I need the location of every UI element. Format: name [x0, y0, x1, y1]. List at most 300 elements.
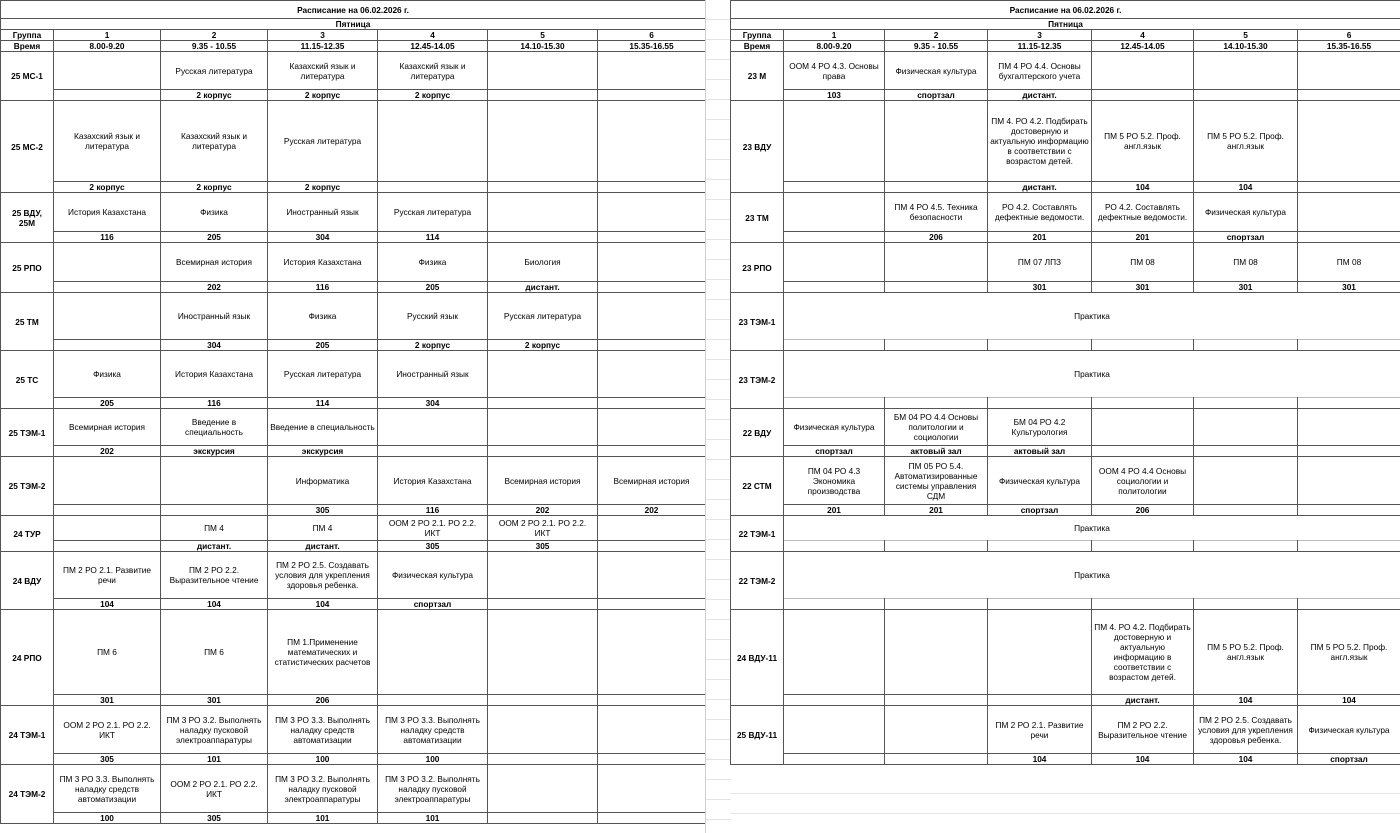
- room-cell: [378, 695, 488, 706]
- group-name: 25 МС-2: [1, 101, 54, 193]
- room-cell: [161, 505, 268, 516]
- subject-cell: ООМ 2 РО 2.1. РО 2.2. ИКТ: [161, 765, 268, 813]
- room-cell: 2 корпус: [268, 90, 378, 101]
- subject-cell: [598, 706, 706, 754]
- period-number: 3: [268, 30, 378, 41]
- group-name: 23 ВДУ: [731, 101, 784, 193]
- subject-cell: [488, 552, 598, 599]
- room-cell: 2 корпус: [378, 90, 488, 101]
- subject-cell: Русская литература: [161, 52, 268, 90]
- group-row: [1, 610, 706, 695]
- group-room-row: [731, 695, 1400, 706]
- room-cell: [885, 282, 988, 293]
- subject-cell: Всемирная история: [488, 457, 598, 505]
- room-cell: [54, 90, 161, 101]
- group-name: 24 ТУР: [1, 516, 54, 552]
- room-cell: 116: [54, 232, 161, 243]
- room-cell: [378, 182, 488, 193]
- period-time: 11.15-12.35: [988, 41, 1092, 52]
- group-name: 22 ТЭМ-1: [731, 516, 784, 552]
- practice-cell: Практика: [784, 552, 1400, 599]
- period-time: 11.15-12.35: [268, 41, 378, 52]
- group-room-row: [731, 599, 1400, 610]
- group-room-row: [731, 90, 1400, 101]
- subject-cell: ООМ 2 РО 2.1. РО 2.2. ИКТ: [378, 516, 488, 541]
- room-cell: [1194, 599, 1298, 610]
- room-cell: [598, 282, 706, 293]
- subject-cell: [488, 52, 598, 90]
- subject-cell: [598, 552, 706, 599]
- subject-cell: Всемирная история: [598, 457, 706, 505]
- room-cell: 2 корпус: [378, 340, 488, 351]
- room-cell: 201: [988, 232, 1092, 243]
- room-cell: [598, 695, 706, 706]
- group-name: 23 РПО: [731, 243, 784, 293]
- room-cell: 104: [1092, 182, 1194, 193]
- group-name: 25 ТМ: [1, 293, 54, 351]
- room-cell: 301: [161, 695, 268, 706]
- room-cell: 104: [161, 599, 268, 610]
- group-row: [731, 610, 1400, 695]
- room-cell: 301: [1092, 282, 1194, 293]
- room-cell: 206: [268, 695, 378, 706]
- room-cell: 304: [268, 232, 378, 243]
- subject-cell: ПМ 3 РО 3.3. Выполнять наладку средств автоматизации: [268, 706, 378, 754]
- room-cell: [1092, 90, 1194, 101]
- room-cell: [598, 541, 706, 552]
- room-cell: [885, 182, 988, 193]
- room-cell: актовый зал: [988, 446, 1092, 457]
- subject-cell: Всемирная история: [54, 409, 161, 446]
- group-name: 24 ТЭМ-2: [1, 765, 54, 824]
- subject-cell: Физическая культура: [784, 409, 885, 446]
- subject-cell: Физика: [268, 293, 378, 340]
- subject-cell: Физическая культура: [378, 552, 488, 599]
- room-cell: [885, 695, 988, 706]
- subject-cell: БМ 04 РО 4.4 Основы политологии и социологии: [885, 409, 988, 446]
- room-cell: дистант.: [161, 541, 268, 552]
- group-row: [731, 552, 1400, 599]
- group-name: 25 ВДУ, 25М: [1, 193, 54, 243]
- group-room-row: [1, 398, 706, 409]
- subject-cell: ПМ 4: [268, 516, 378, 541]
- sheet-gutter: [705, 0, 731, 833]
- group-name: 25 ТС: [1, 351, 54, 409]
- subject-cell: [598, 52, 706, 90]
- room-cell: [988, 398, 1092, 409]
- room-cell: 304: [378, 398, 488, 409]
- subject-cell: [1298, 457, 1400, 505]
- subject-cell: [1298, 409, 1400, 446]
- subject-cell: [598, 101, 706, 182]
- room-cell: дистант.: [988, 90, 1092, 101]
- subject-cell: ПМ 3 РО 3.3. Выполнять наладку средств автоматизации: [54, 765, 161, 813]
- subject-cell: Физика: [54, 351, 161, 398]
- group-room-row: [731, 182, 1400, 193]
- group-name: 22 СТМ: [731, 457, 784, 516]
- room-cell: [988, 340, 1092, 351]
- subject-cell: [885, 101, 988, 182]
- room-cell: [54, 340, 161, 351]
- subject-cell: ПМ 6: [161, 610, 268, 695]
- group-room-row: [731, 541, 1400, 552]
- room-cell: 2 корпус: [488, 340, 598, 351]
- room-cell: 305: [268, 505, 378, 516]
- group-row: [731, 193, 1400, 232]
- room-cell: спортзал: [784, 446, 885, 457]
- room-cell: 100: [54, 813, 161, 824]
- empty-spreadsheet-area: [730, 774, 1400, 833]
- group-name: 25 ТЭМ-2: [1, 457, 54, 516]
- subject-cell: ПМ 2 РО 2.5. Создавать условия для укрепления здоровья ребенка.: [268, 552, 378, 599]
- group-room-row: [1, 754, 706, 765]
- group-room-row: [731, 340, 1400, 351]
- room-cell: [988, 599, 1092, 610]
- room-cell: [598, 599, 706, 610]
- room-cell: 101: [378, 813, 488, 824]
- period-time: 8.00-9.20: [54, 41, 161, 52]
- subject-cell: [1194, 52, 1298, 90]
- room-cell: 2 корпус: [161, 182, 268, 193]
- subject-cell: [1194, 457, 1298, 505]
- room-cell: 104: [988, 754, 1092, 765]
- group-row: [731, 293, 1400, 340]
- room-cell: [598, 754, 706, 765]
- schedule-title: Расписание на 06.02.2026 г.: [731, 1, 1400, 19]
- room-cell: 205: [268, 340, 378, 351]
- room-cell: спортзал: [378, 599, 488, 610]
- practice-cell: Практика: [784, 351, 1400, 398]
- subject-cell: [784, 706, 885, 754]
- group-name: 23 М: [731, 52, 784, 101]
- room-cell: 301: [988, 282, 1092, 293]
- subject-cell: [54, 52, 161, 90]
- subject-cell: История Казахстана: [378, 457, 488, 505]
- room-cell: [1298, 182, 1400, 193]
- group-room-row: [1, 90, 706, 101]
- subject-cell: Русская литература: [378, 193, 488, 232]
- group-row: [1, 706, 706, 754]
- subject-cell: [378, 610, 488, 695]
- room-cell: [885, 340, 988, 351]
- period-number: 1: [784, 30, 885, 41]
- room-cell: дистант.: [488, 282, 598, 293]
- period-time: 14.10-15.30: [1194, 41, 1298, 52]
- subject-cell: Биология: [488, 243, 598, 282]
- room-cell: [1092, 599, 1194, 610]
- room-cell: [1092, 446, 1194, 457]
- subject-cell: [598, 765, 706, 813]
- room-cell: [1194, 541, 1298, 552]
- period-number: 3: [988, 30, 1092, 41]
- subject-cell: ПМ 08: [1194, 243, 1298, 282]
- schedule-sheet-left: [0, 0, 705, 824]
- room-cell: 201: [784, 505, 885, 516]
- room-cell: спортзал: [885, 90, 988, 101]
- room-cell: актовый зал: [885, 446, 988, 457]
- room-cell: 305: [488, 541, 598, 552]
- room-cell: [784, 599, 885, 610]
- subject-cell: РО 4.2. Составлять дефектные ведомости.: [988, 193, 1092, 232]
- period-time: 9.35 - 10.55: [161, 41, 268, 52]
- subject-cell: [598, 516, 706, 541]
- room-cell: 202: [598, 505, 706, 516]
- group-room-row: [1, 282, 706, 293]
- subject-cell: ПМ 2 РО 2.2. Выразительное чтение: [161, 552, 268, 599]
- subject-cell: [1298, 101, 1400, 182]
- subject-cell: Иностранный язык: [378, 351, 488, 398]
- subject-cell: ПМ 3 РО 3.2. Выполнять наладку пусковой электроаппаратуры: [378, 765, 488, 813]
- group-room-row: [1, 813, 706, 824]
- room-cell: спортзал: [1298, 754, 1400, 765]
- subject-cell: [885, 243, 988, 282]
- group-room-row: [1, 340, 706, 351]
- group-room-row: [1, 505, 706, 516]
- room-cell: [1194, 398, 1298, 409]
- room-cell: 305: [54, 754, 161, 765]
- schedule-table: [730, 0, 1400, 765]
- room-cell: 2 корпус: [161, 90, 268, 101]
- room-cell: 100: [268, 754, 378, 765]
- room-cell: [1298, 599, 1400, 610]
- room-cell: 104: [268, 599, 378, 610]
- period-number: 4: [378, 30, 488, 41]
- subject-cell: [784, 101, 885, 182]
- subject-cell: [488, 193, 598, 232]
- period-time: 12.45-14.05: [378, 41, 488, 52]
- subject-cell: [784, 193, 885, 232]
- subject-cell: Всемирная история: [161, 243, 268, 282]
- group-row: [1, 765, 706, 813]
- practice-cell: Практика: [784, 293, 1400, 340]
- subject-cell: [54, 457, 161, 505]
- schedule-title: Расписание на 06.02.2026 г.: [1, 1, 706, 19]
- subject-cell: История Казахстана: [268, 243, 378, 282]
- room-cell: [885, 754, 988, 765]
- period-number: 2: [161, 30, 268, 41]
- subject-cell: [598, 610, 706, 695]
- subject-cell: ПМ 6: [54, 610, 161, 695]
- subject-cell: Иностранный язык: [161, 293, 268, 340]
- group-name: 24 ТЭМ-1: [1, 706, 54, 765]
- room-cell: 2 корпус: [268, 182, 378, 193]
- room-cell: 101: [161, 754, 268, 765]
- room-cell: [598, 446, 706, 457]
- subject-cell: Казахский язык и литература: [54, 101, 161, 182]
- group-room-row: [731, 505, 1400, 516]
- room-cell: 201: [1092, 232, 1194, 243]
- group-row: [1, 409, 706, 446]
- subject-cell: [885, 610, 988, 695]
- room-cell: 301: [54, 695, 161, 706]
- schedule-sheet-right: [730, 0, 1400, 765]
- period-number: 5: [488, 30, 598, 41]
- subject-cell: Русская литература: [268, 351, 378, 398]
- room-cell: [784, 232, 885, 243]
- group-row: [1, 193, 706, 232]
- practice-cell: Практика: [784, 516, 1400, 541]
- subject-cell: Русский язык: [378, 293, 488, 340]
- room-cell: [988, 541, 1092, 552]
- subject-cell: [1298, 193, 1400, 232]
- subject-cell: [54, 516, 161, 541]
- subject-cell: [1092, 52, 1194, 90]
- group-room-row: [731, 282, 1400, 293]
- room-cell: дистант.: [1092, 695, 1194, 706]
- subject-cell: [54, 243, 161, 282]
- group-row: [1, 243, 706, 282]
- room-cell: 304: [161, 340, 268, 351]
- group-name: 25 РПО: [1, 243, 54, 293]
- room-cell: 114: [378, 232, 488, 243]
- subject-cell: Физическая культура: [1298, 706, 1400, 754]
- period-number: 6: [1298, 30, 1400, 41]
- period-time: 15.35-16.55: [598, 41, 706, 52]
- subject-cell: ПМ 2 РО 2.2. Выразительное чтение: [1092, 706, 1194, 754]
- period-time: 15.35-16.55: [1298, 41, 1400, 52]
- subject-cell: [488, 706, 598, 754]
- subject-cell: [488, 765, 598, 813]
- subject-cell: ООМ 2 РО 2.1. РО 2.2. ИКТ: [54, 706, 161, 754]
- group-row: [1, 52, 706, 90]
- room-cell: [784, 340, 885, 351]
- subject-cell: Русская литература: [268, 101, 378, 182]
- period-number: 4: [1092, 30, 1194, 41]
- subject-cell: Физическая культура: [885, 52, 988, 90]
- room-cell: [54, 541, 161, 552]
- subject-cell: ООМ 2 РО 2.1. РО 2.2. ИКТ: [488, 516, 598, 541]
- room-cell: 206: [1092, 505, 1194, 516]
- room-cell: 2 корпус: [54, 182, 161, 193]
- subject-cell: ПМ 5 РО 5.2. Проф. англ.язык: [1092, 101, 1194, 182]
- group-name: 25 ТЭМ-1: [1, 409, 54, 457]
- room-cell: [598, 398, 706, 409]
- subject-cell: Иностранный язык: [268, 193, 378, 232]
- subject-cell: Казахский язык и литература: [378, 52, 488, 90]
- group-room-row: [731, 446, 1400, 457]
- group-row: [731, 516, 1400, 541]
- subject-cell: ПМ 2 РО 2.1. Развитие речи: [54, 552, 161, 599]
- room-cell: 301: [1194, 282, 1298, 293]
- room-cell: [885, 541, 988, 552]
- room-cell: 104: [1298, 695, 1400, 706]
- room-cell: [598, 340, 706, 351]
- subject-cell: Введение в специальность: [161, 409, 268, 446]
- group-row: [731, 243, 1400, 282]
- group-room-row: [731, 754, 1400, 765]
- subject-cell: ПМ 4: [161, 516, 268, 541]
- period-time: 12.45-14.05: [1092, 41, 1194, 52]
- subject-cell: История Казахстана: [161, 351, 268, 398]
- room-cell: [885, 398, 988, 409]
- room-cell: [1194, 340, 1298, 351]
- period-number: 5: [1194, 30, 1298, 41]
- period-time: 8.00-9.20: [784, 41, 885, 52]
- room-cell: 116: [378, 505, 488, 516]
- subject-cell: ПМ 4 РО 4.4. Основы бухгалтерского учета: [988, 52, 1092, 90]
- room-cell: [784, 695, 885, 706]
- subject-cell: [988, 610, 1092, 695]
- subject-cell: [598, 243, 706, 282]
- room-cell: [1194, 505, 1298, 516]
- room-cell: 205: [378, 282, 488, 293]
- room-cell: [1194, 90, 1298, 101]
- subject-cell: ПМ 1.Применение математических и статистических расчетов: [268, 610, 378, 695]
- subject-cell: [784, 243, 885, 282]
- room-cell: [598, 182, 706, 193]
- subject-cell: [378, 409, 488, 446]
- subject-cell: Казахский язык и литература: [268, 52, 378, 90]
- subject-cell: ООМ 4 РО 4.4 Основы социологии и политологии: [1092, 457, 1194, 505]
- group-name: 25 МС-1: [1, 52, 54, 101]
- room-cell: [784, 754, 885, 765]
- room-cell: 104: [1194, 182, 1298, 193]
- subject-cell: ПМ 3 РО 3.2. Выполнять наладку пусковой электроаппаратуры: [161, 706, 268, 754]
- subject-cell: [598, 293, 706, 340]
- group-row: [731, 52, 1400, 90]
- room-cell: 206: [885, 232, 988, 243]
- room-cell: [1298, 340, 1400, 351]
- room-cell: [488, 695, 598, 706]
- room-cell: [1298, 398, 1400, 409]
- subject-cell: [598, 409, 706, 446]
- group-room-row: [1, 695, 706, 706]
- room-cell: 202: [161, 282, 268, 293]
- room-cell: [488, 232, 598, 243]
- subject-cell: ПМ 4. РО 4.2. Подбирать достоверную и актуальную информацию в соответствии с возрастом детей.: [1092, 610, 1194, 695]
- subject-cell: ПМ 08: [1298, 243, 1400, 282]
- room-cell: [488, 599, 598, 610]
- room-cell: дистант.: [268, 541, 378, 552]
- room-cell: 301: [1298, 282, 1400, 293]
- room-cell: 101: [268, 813, 378, 824]
- group-name: 23 ТМ: [731, 193, 784, 243]
- subject-cell: [488, 351, 598, 398]
- subject-cell: ПМ 04 РО 4.3 Экономика производства: [784, 457, 885, 505]
- group-column-header: Группа: [731, 30, 784, 41]
- period-number: 1: [54, 30, 161, 41]
- room-cell: [488, 446, 598, 457]
- subject-cell: [1194, 409, 1298, 446]
- group-room-row: [731, 398, 1400, 409]
- room-cell: [885, 599, 988, 610]
- period-time: 14.10-15.30: [488, 41, 598, 52]
- subject-cell: [488, 610, 598, 695]
- group-row: [1, 351, 706, 398]
- group-room-row: [1, 232, 706, 243]
- subject-cell: Физика: [378, 243, 488, 282]
- room-cell: 305: [161, 813, 268, 824]
- room-cell: 104: [1092, 754, 1194, 765]
- subject-cell: ПМ 2 РО 2.5. Создавать условия для укрепления здоровья ребенка.: [1194, 706, 1298, 754]
- room-cell: [598, 232, 706, 243]
- room-cell: [1298, 505, 1400, 516]
- subject-cell: ПМ 4. РО 4.2. Подбирать достоверную и актуальную информацию в соответствии с возрастом детей.: [988, 101, 1092, 182]
- room-cell: 305: [378, 541, 488, 552]
- room-cell: [488, 398, 598, 409]
- group-name: 23 ТЭМ-2: [731, 351, 784, 409]
- group-row: [731, 101, 1400, 182]
- subject-cell: [161, 457, 268, 505]
- group-row: [1, 101, 706, 182]
- subject-cell: ПМ 5 РО 5.2. Проф. англ.язык: [1194, 610, 1298, 695]
- subject-cell: Русская литература: [488, 293, 598, 340]
- group-name: 23 ТЭМ-1: [731, 293, 784, 351]
- room-cell: [784, 398, 885, 409]
- subject-cell: Казахский язык и литература: [161, 101, 268, 182]
- group-name: 22 ВДУ: [731, 409, 784, 457]
- room-cell: 202: [488, 505, 598, 516]
